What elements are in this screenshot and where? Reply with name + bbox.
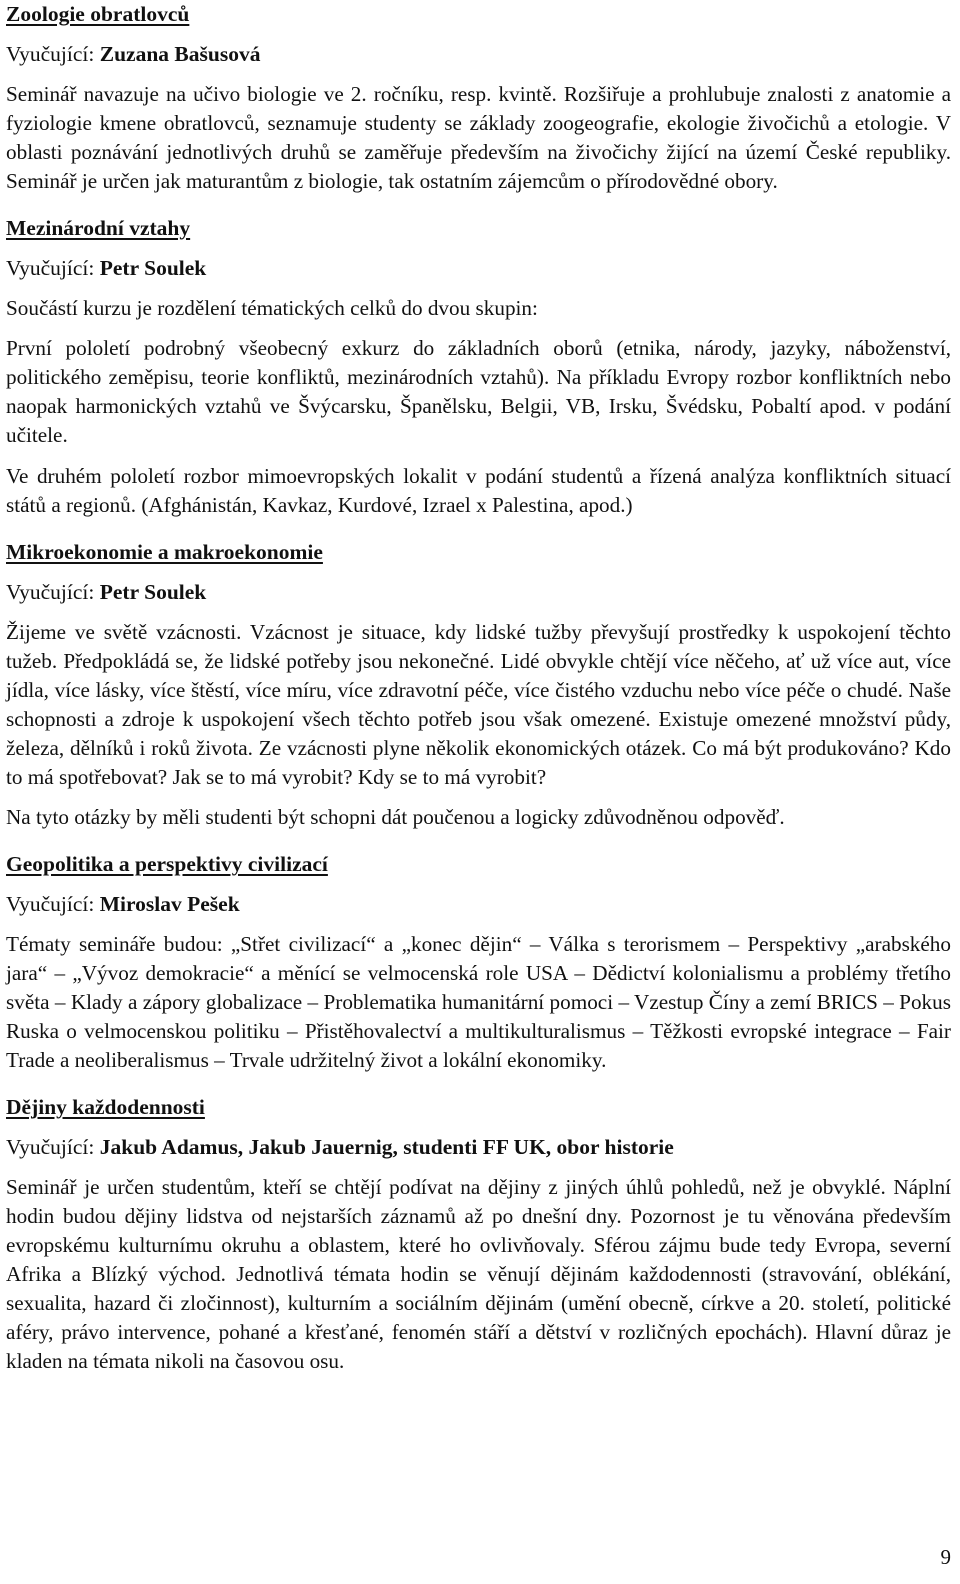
- teacher-line: [6, 578, 951, 607]
- section-title: Zoologie obratlovců: [6, 2, 190, 26]
- section-geopolitika: [6, 850, 951, 1075]
- teacher-name: Miroslav Pešek: [99, 892, 240, 916]
- section-paragraph: Žijeme ve světě vzácnosti. Vzácnost je situace, kdy lidské tužby převyšují prostředky k uspokojení těchto tužeb. Předpokládá se, že lidské potřeby jsou nekonečné. Lidé obvykle chtějí více něčeho, ať už více aut, více jídla, více lásky, více štěstí, více míru, více zdravotní péče, více čistého vzduchu nebo více péče o chudé. Naše schopnosti a zdroje k uspokojení všech těchto potřeb jsou však omezené. Existuje omezené množství půdy, železa, dělníků i roků života. Ze vzácnosti plyne několik ekonomických otázek. Co má být produkováno? Kdo to má spotřebovat? Jak se to má vyrobit? Kdy se to má vyrobit?: [6, 620, 951, 789]
- teacher-label: Vyučující:: [6, 42, 95, 66]
- teacher-label: Vyučující:: [6, 256, 95, 280]
- page-number: 9: [940, 1545, 951, 1569]
- section-paragraph: Seminář je určen studentům, kteří se chtějí podívat na dějiny z jiných úhlů pohledů, než je obvyklé. Náplní hodin budou dějiny lidstva od nejstarších záznamů až po dnešní dny. Pozornost je tu věnována především evropskému kulturnímu okruhu a oblastem, které ho ovlivňovaly. Sférou zájmu bude tedy Evropa, severní Afrika a Blízký východ. Jednotlivá témata hodin se věnují dějinám každodennosti (stravování, oblékání, sexualita, hazard či zločinnost), kulturním a sociálním dějinám (umění obecně, církve a 20. století, politické aféry, právo intervence, pohané a křesťané, fenomén stáří a dětství v rozličných epochách). Hlavní důraz je kladen na témata nikoli na časovou osu.: [6, 1175, 951, 1373]
- section-zoologie: [6, 0, 951, 196]
- teacher-line: [6, 890, 951, 919]
- section-title: Mikroekonomie a makroekonomie: [6, 540, 323, 564]
- section-title: Dějiny každodennosti: [6, 1095, 205, 1119]
- section-paragraph: Součástí kurzu je rozdělení tématických celků do dvou skupin:: [6, 296, 538, 320]
- teacher-line: [6, 254, 951, 283]
- teacher-name: Jakub Adamus, Jakub Jauernig, studenti FF UK, obor historie: [99, 1135, 674, 1159]
- section-title: Mezinárodní vztahy: [6, 216, 191, 240]
- teacher-name: Petr Soulek: [99, 256, 207, 280]
- teacher-line: [6, 40, 951, 69]
- teacher-name: Zuzana Bašusová: [99, 42, 261, 66]
- teacher-label: Vyučující:: [6, 892, 95, 916]
- section-paragraph: Na tyto otázky by měli studenti být schopni dát poučenou a logicky zdůvodněnou odpověď.: [6, 805, 785, 829]
- teacher-line: [6, 1133, 951, 1162]
- section-mikroekonomie: [6, 538, 951, 832]
- section-paragraph: Seminář navazuje na učivo biologie ve 2. ročníku, resp. kvintě. Rozšiřuje a prohlubuje znalosti z anatomie a fyziologie kmene obratlovců, seznamuje studenty se základy zoogeografie, ekologie živočichů a etologie. V oblasti poznávání jednotlivých druhů se zaměřuje především na živočichy žijící na území České republiky. Seminář je určen jak maturantům z biologie, tak ostatním zájemcům o přírodovědné obory.: [6, 82, 951, 193]
- section-paragraph: Ve druhém pololetí rozbor mimoevropských lokalit v podání studentů a řízená analýza konfliktních situací států a regionů. (Afghánistán, Kavkaz, Kurdové, Izrael x Palestina, apod.): [6, 464, 951, 517]
- teacher-label: Vyučující:: [6, 580, 95, 604]
- section-mezinarodni-vztahy: [6, 214, 951, 520]
- section-title: Geopolitika a perspektivy civilizací: [6, 852, 328, 876]
- section-paragraph: Tématy semináře budou: „Střet civilizací“ a „konec dějin“ – Válka s terorismem – Perspektivy „arabského jara“ – „Vývoz demokracie“ a měnící se velmocenská role USA – Dědictví kolonialismu a problémy třetího světa – Klady a zápory globalizace – Problematika humanitární pomoci – Vzestup Číny a zemí BRICS – Pokus Ruska o velmocenskou politiku – Přistěhovalectví a multikulturalismus – Těžkosti evropské integrace – Fair Trade a neoliberalismus – Trvale udržitelný život a lokální ekonomiky.: [6, 932, 951, 1072]
- teacher-name: Petr Soulek: [99, 580, 207, 604]
- teacher-label: Vyučující:: [6, 1135, 95, 1159]
- document-page: [6, 0, 951, 1376]
- section-dejiny-kazdodennosti: [6, 1093, 951, 1376]
- section-paragraph: První pololetí podrobný všeobecný exkurz do základních oborů (etnika, národy, jazyky, náboženství, politického zeměpisu, teorie konfliktů, mezinárodních vztahů). Na příkladu Evropy rozbor konfliktních nebo naopak harmonických vztahů ve Švýcarsku, Španělsku, Belgii, VB, Irsku, Švédsku, Pobaltí apod. v podání učitele.: [6, 336, 951, 447]
